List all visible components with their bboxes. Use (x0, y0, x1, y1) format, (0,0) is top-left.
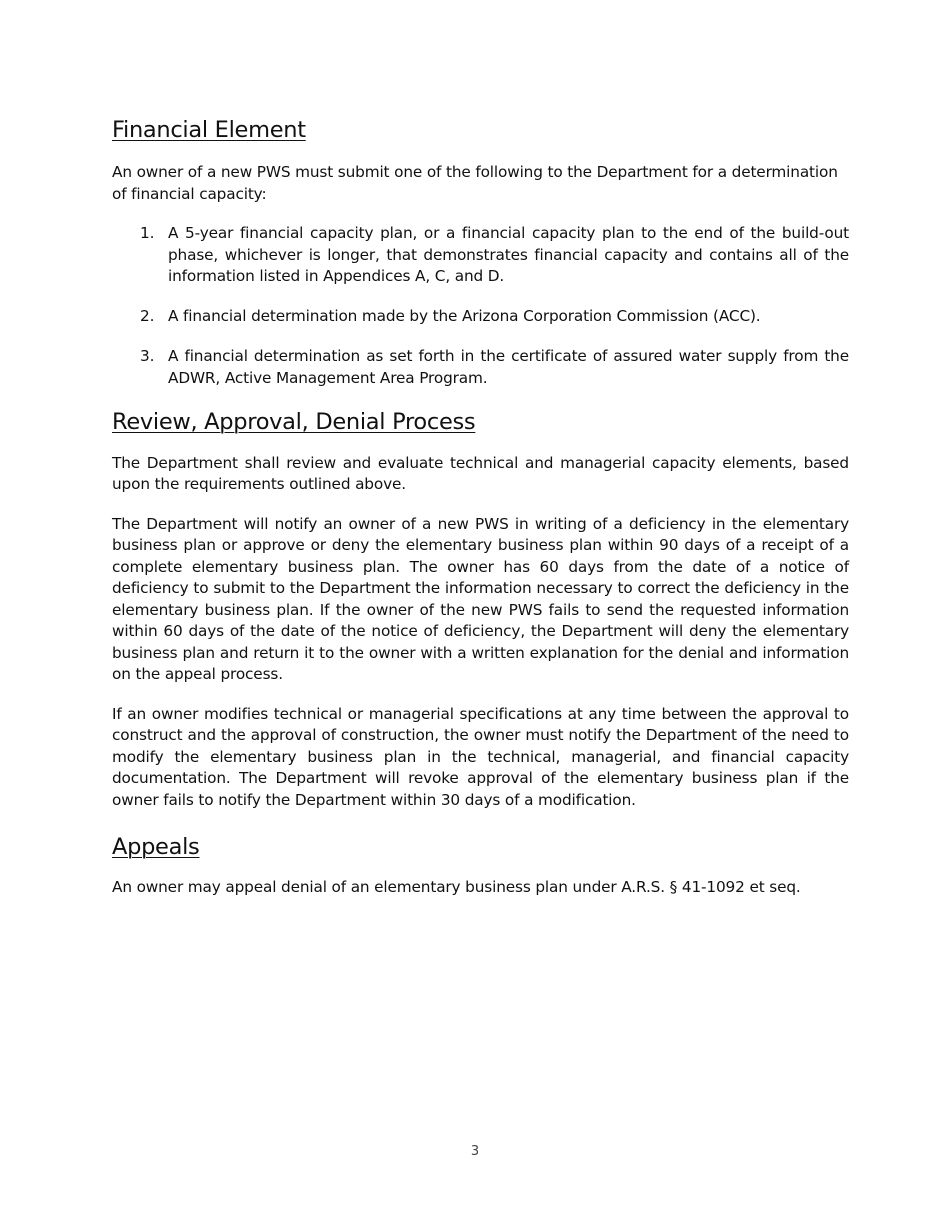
financial-options-list (112, 223, 849, 389)
list-item (112, 223, 849, 288)
review-paragraph-2: The Department will notify an owner of a new PWS in writing of a deficiency in the elementary business plan or approve or deny the elementary business plan within 90 days of a receipt of a complete elementary business plan. The owner has 60 days from the date of a notice of deficiency to submit to the Department the information necessary to correct the deficiency in the elementary business plan. If the owner of the new PWS fails to send the requested information within 60 days of the date of the notice of deficiency, the Department will deny the elementary business plan and return it to the owner with a written explanation for the denial and information on the appeal process. (112, 514, 849, 683)
list-item (112, 346, 849, 389)
list-item-number: 2. (140, 307, 155, 325)
appeals-heading: Appeals (112, 834, 200, 860)
financial-intro-paragraph: An owner of a new PWS must submit one of the following to the Department for a determination of financial capacity: (112, 163, 838, 203)
list-item-text: A 5-year financial capacity plan, or a financial capacity plan to the end of the build-out phase, whichever is longer, that demonstrates financial capacity and contains all of the information listed in Appendices A, C, and D. (168, 224, 849, 285)
list-item-text: A financial determination made by the Arizona Corporation Commission (ACC). (168, 307, 761, 325)
page-number: 3 (470, 1144, 480, 1159)
list-item-number: 1. (140, 224, 155, 242)
review-process-heading: Review, Approval, Denial Process (112, 408, 476, 435)
financial-element-heading: Financial Element (112, 117, 306, 143)
review-paragraph-3: If an owner modifies technical or managerial specifications at any time between the approval to construct and the approval of construction, the owner must notify the Department of the need to modify the elementary business plan in the technical, managerial, and financial capacity documentation. The Department will revoke approval of the elementary business plan if the owner fails to notify the Department within 30 days of a modification. (112, 704, 849, 809)
document-page (112, 112, 849, 899)
review-paragraph-1: The Department shall review and evaluate technical and managerial capacity elements, based upon the requirements outlined above. (112, 453, 849, 493)
appeals-paragraph: An owner may appeal denial of an elementary business plan under A.R.S. § 41-1092 et seq. (112, 878, 801, 896)
list-item (112, 306, 849, 328)
list-item-text: A financial determination as set forth in the certificate of assured water supply from the ADWR, Active Management Area Program. (168, 347, 849, 387)
list-item-number: 3. (140, 347, 155, 365)
